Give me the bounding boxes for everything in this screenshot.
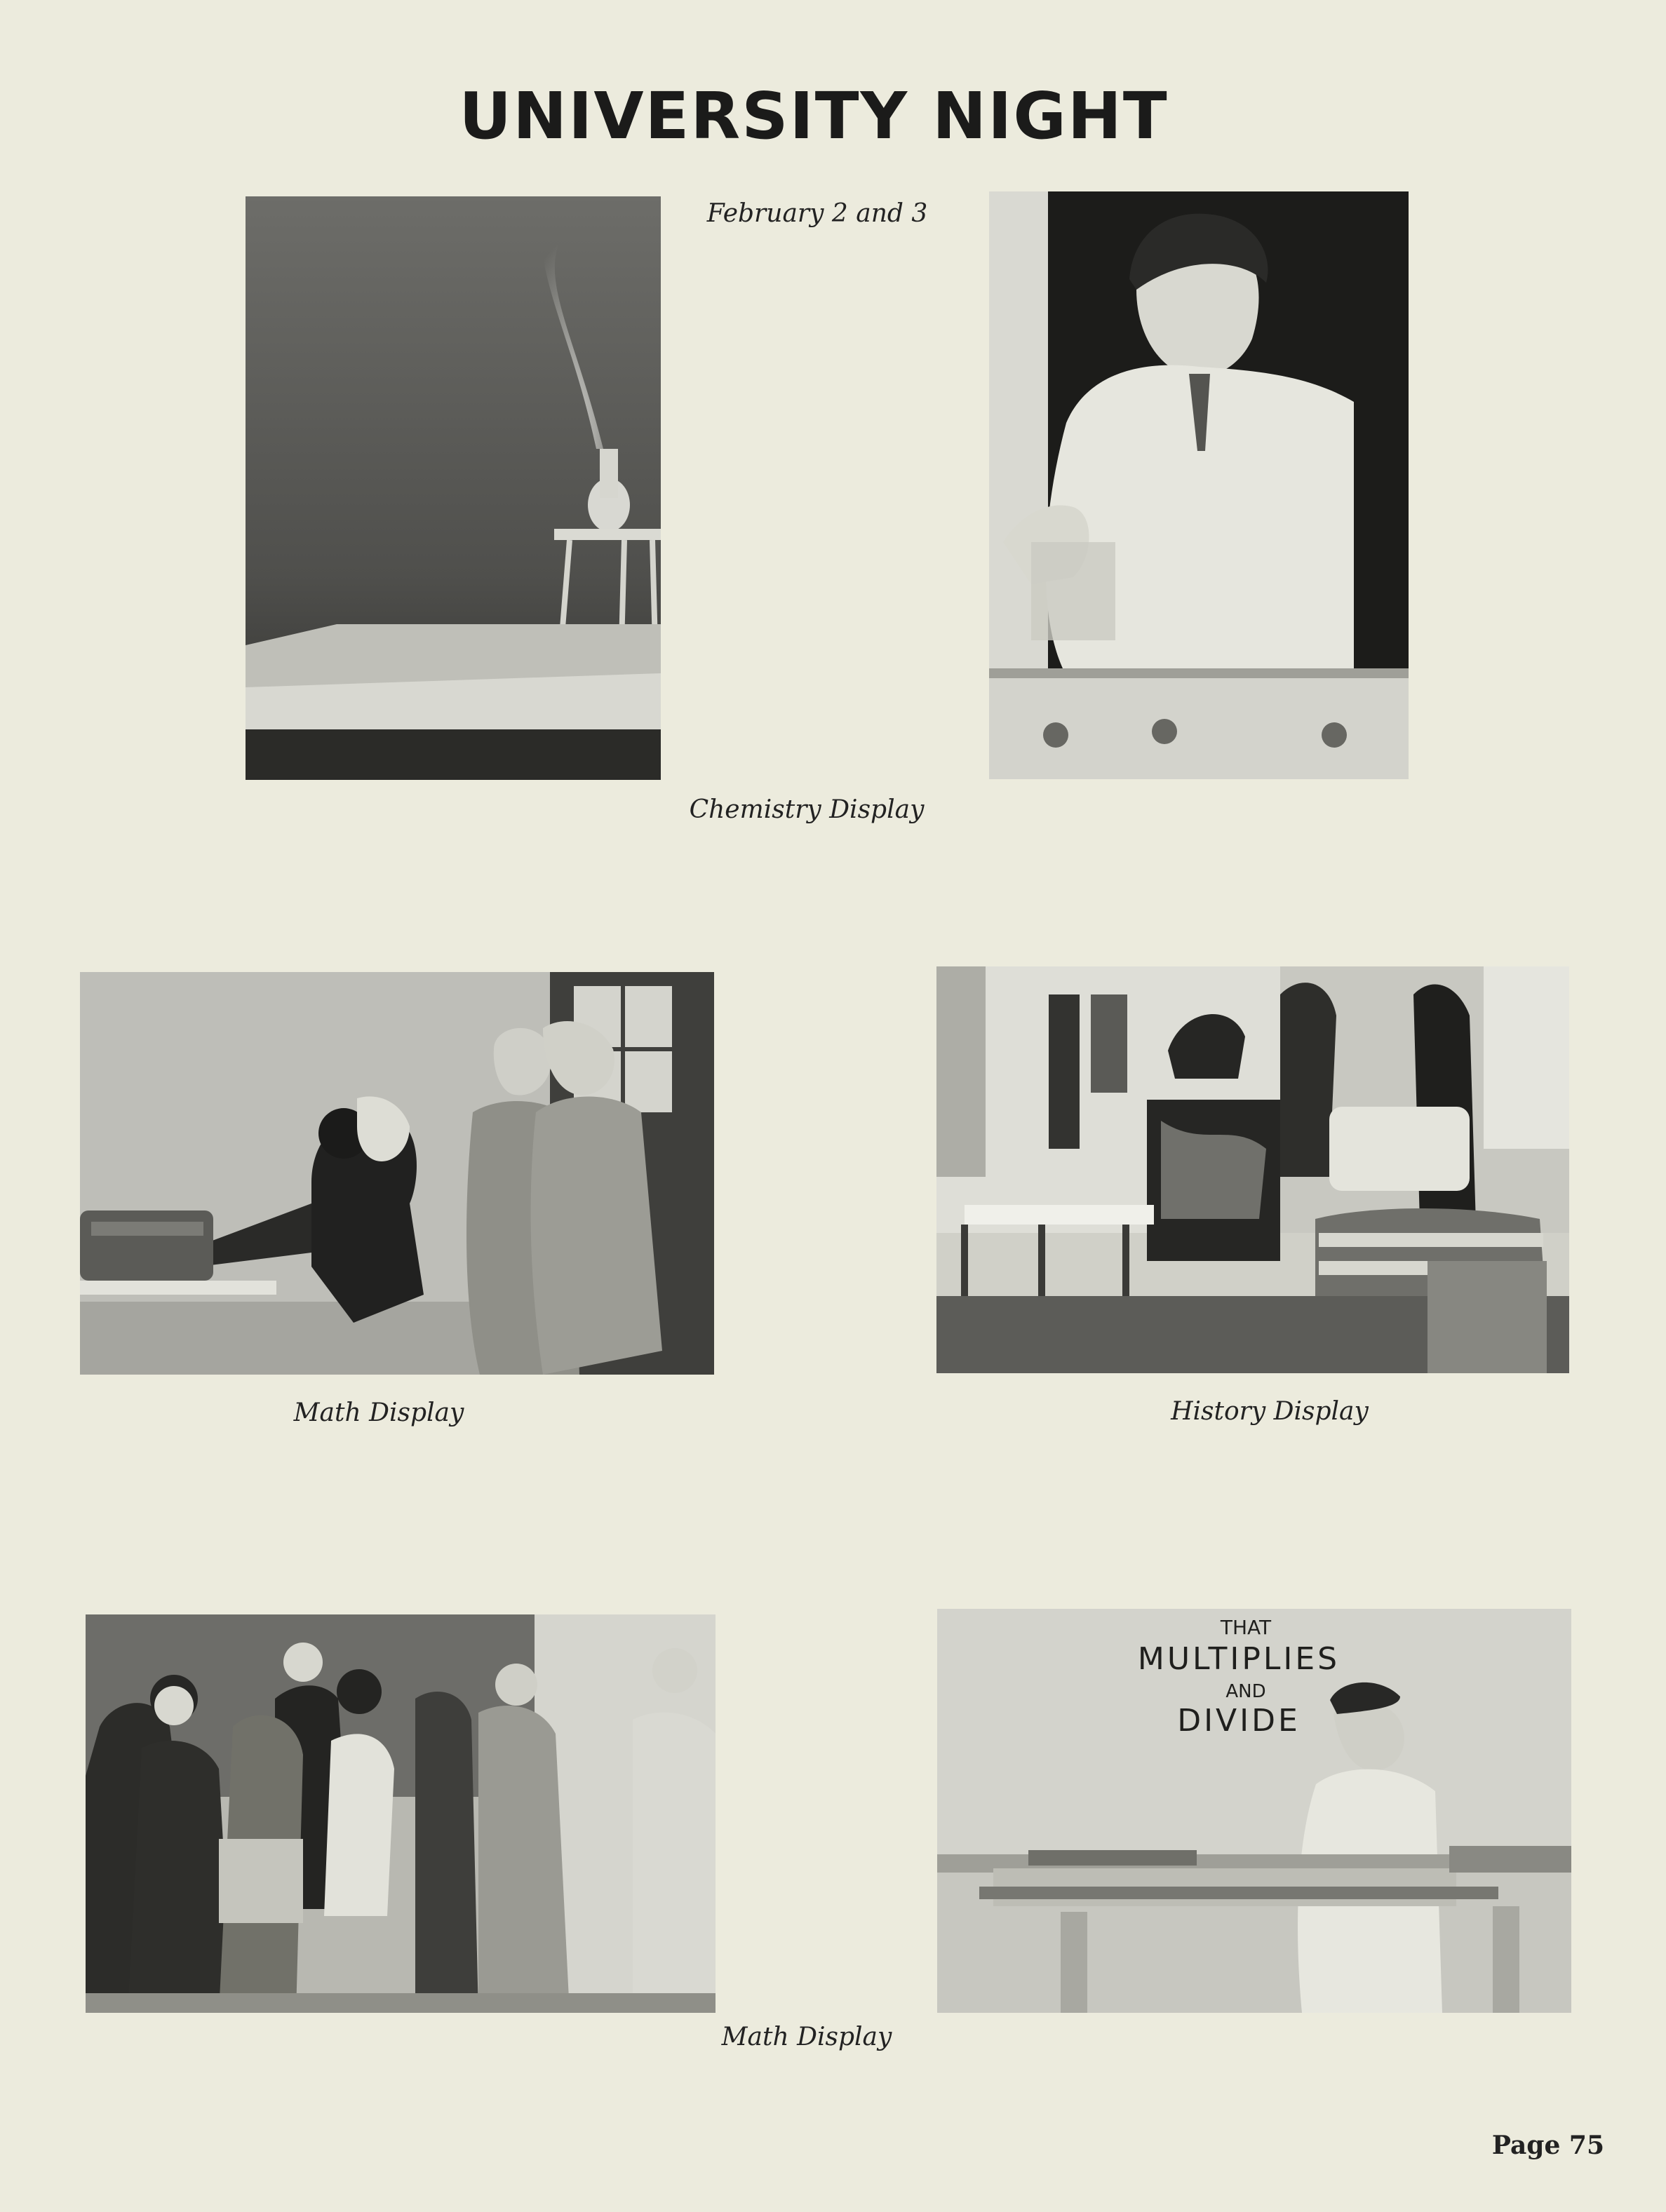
history-display-photo [936,966,1569,1373]
math-ruler-photo [937,1609,1571,2013]
chemistry-student-photo [989,191,1409,779]
math-crowd-photo [86,1614,716,2013]
caption-math-display-top: Math Display [293,1398,464,1427]
page-title: UNIVERSITY NIGHT [459,79,1169,154]
caption-chemistry-display: Chemistry Display [689,795,925,824]
page-number: Page 75 [1491,2131,1604,2160]
event-date: February 2 and 3 [706,199,928,228]
sign-line-4: DIVIDE [1177,1703,1301,1739]
math-calculator-photo [80,972,714,1375]
caption-math-display-bottom: Math Display [721,2023,892,2051]
sign-line-3: AND [1225,1681,1266,1702]
sign-line-1: THAT [1220,1616,1272,1639]
sign-line-2: MULTIPLIES [1137,1641,1341,1677]
caption-history-display: History Display [1171,1397,1369,1426]
chemistry-flask-photo [246,196,661,780]
